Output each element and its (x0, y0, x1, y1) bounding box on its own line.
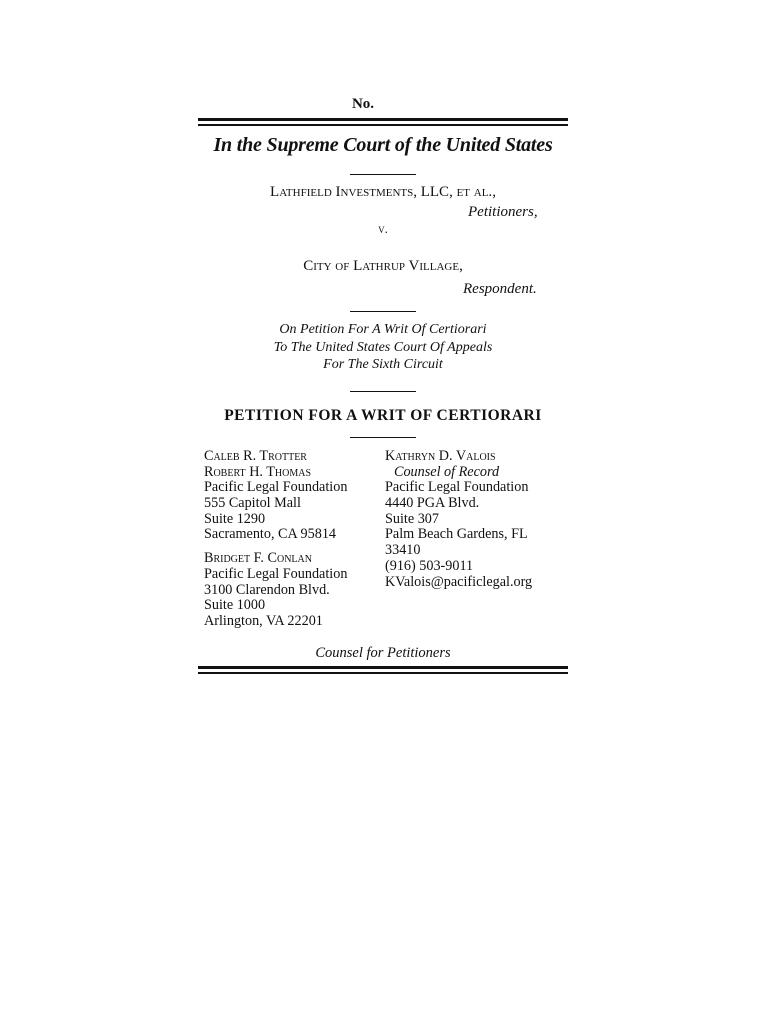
respondent-name: City of Lathrup Village (303, 258, 460, 274)
organization: Pacific Legal Foundation (385, 479, 529, 496)
attorney-conlan: Bridget F. Conlan (204, 550, 312, 567)
petition-line-3: For The Sixth Circuit (323, 357, 443, 372)
address-line: 555 Capitol Mall (204, 495, 301, 512)
separator-rule (350, 311, 416, 312)
counsel-of-record: Counsel of Record (394, 463, 500, 480)
address-line: 4440 PGA Blvd. (385, 495, 480, 512)
top-double-rule (198, 118, 568, 127)
document-title: PETITION FOR A WRIT OF CERTIORARI (224, 407, 542, 424)
petitioner-line (198, 184, 568, 201)
respondent-tail: , (459, 258, 463, 274)
organization: Pacific Legal Foundation (204, 479, 348, 496)
versus: v. (378, 221, 388, 236)
address-line: Suite 1290 (204, 510, 266, 527)
attorney-thomas: Robert H. Thomas (204, 463, 312, 480)
respondent-role: Respondent. (463, 281, 537, 297)
address-zip: 33410 (385, 542, 421, 559)
address-city: Palm Beach Gardens, FL (385, 526, 528, 543)
petitioner-tail: , (492, 184, 496, 200)
counsel-right-column (385, 449, 532, 590)
petition-line-2: To The United States Court Of Appeals (273, 340, 493, 355)
petitioner-suffix: , LLC, (413, 184, 457, 200)
attorney-valois: Kathryn D. Valois (385, 448, 496, 464)
separator-rule (350, 437, 416, 438)
phone-number: (916) 503-9011 (385, 557, 474, 574)
petition-line-1: On Petition For A Writ Of Certiorari (279, 322, 487, 337)
petitioner-name: Lathfield Investments (270, 184, 414, 200)
address-line: Suite 1000 (204, 597, 266, 614)
counsel-left-column (204, 449, 347, 630)
petitioner-etal: et al. (456, 184, 493, 200)
court-name: In the Supreme Court of the United States (213, 134, 553, 156)
address-city: Sacramento, CA 95814 (204, 526, 337, 543)
address-line: 3100 Clarendon Blvd. (204, 581, 330, 598)
petitioner-role: Petitioners, (468, 204, 538, 220)
attorney-trotter: Caleb R. Trotter (204, 448, 307, 464)
bottom-double-rule (198, 666, 568, 675)
respondent-line (198, 258, 568, 275)
separator-rule (350, 174, 416, 175)
organization: Pacific Legal Foundation (204, 565, 348, 582)
separator-rule (350, 391, 416, 392)
email-address: KValois@pacificlegal.org (385, 573, 533, 590)
docket-number: No. (351, 96, 375, 112)
address-city: Arlington, VA 22201 (204, 612, 323, 629)
counsel-for-petitioners: Counsel for Petitioners (315, 645, 451, 661)
address-line: Suite 307 (385, 510, 439, 527)
